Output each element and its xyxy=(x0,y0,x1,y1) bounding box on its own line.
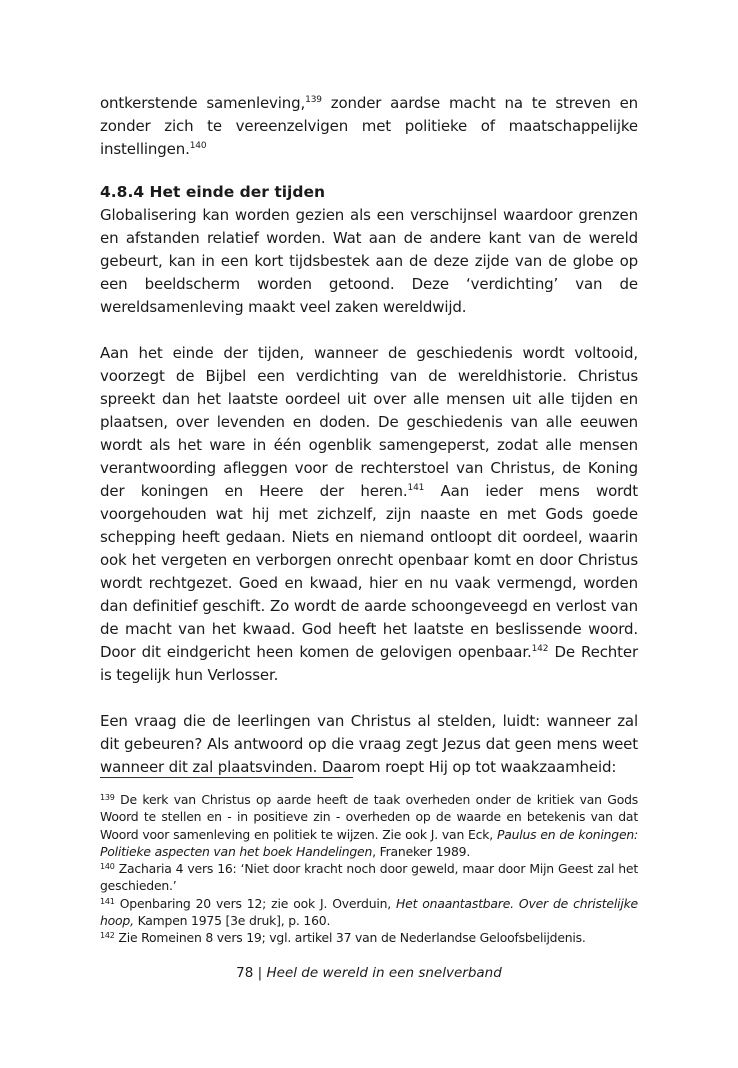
footnote-141 xyxy=(100,895,638,930)
footnote-number: 139 xyxy=(100,793,115,802)
intro-text-continued: zonder aardse macht na te streven en zonder zich te vereenzelvigen met politieke of maatschappelijke instellingen. xyxy=(100,94,638,158)
paragraph-text: De Rechter is tegelijk hun Verlosser. xyxy=(100,643,638,684)
footnote-ref-142[interactable]: 142 xyxy=(531,644,549,654)
page-number: 78 xyxy=(236,965,254,981)
footnote-number: 140 xyxy=(100,862,115,872)
footnote-ref-139[interactable]: 139 xyxy=(305,95,322,105)
footnote-text: Kampen 1975 [3e druk], p. 160. xyxy=(133,913,331,929)
page-footer xyxy=(0,965,738,981)
footnote-140 xyxy=(100,860,638,895)
intro-paragraph xyxy=(100,92,638,161)
footnote-text: Openbaring 20 vers 12; zie ook J. Overduin, xyxy=(114,895,397,911)
footnote-text: Zie Romeinen 8 vers 19; vgl. artikel 37 van de Nederlandse Geloofsbelijdenis. xyxy=(114,930,586,946)
footnote-text: De kerk van Christus op aarde heeft de taak overheden onder de kritiek van Gods Woord te stellen en - in positieve zin - overheden op de waarde en betekenis van dat Woord voor samenleving en politiek te wijzen. Zie ook J. van Eck, xyxy=(100,792,638,842)
paragraph-vraag: Een vraag die de leerlingen van Christus al stelden, luidt: wanneer zal dit gebeuren? Als antwoord op die vraag zegt Jezus dat geen mens weet wanneer dit zal plaatsvinden. Daarom roept Hij op tot waakzaamheid: xyxy=(100,712,638,776)
footnote-number: 142 xyxy=(100,931,115,941)
footnote-142 xyxy=(100,929,638,946)
intro-text: ontkerstende samenleving, xyxy=(100,94,306,112)
footnote-ref-141[interactable]: 141 xyxy=(407,483,425,493)
paragraph-text: Aan ieder mens wordt voorgehouden wat hij met zichzelf, zijn naaste en met Gods goede schepping heeft gedaan. Niets en niemand ontloopt dit oordeel, waarin ook het vergeten en verborgen onrecht openbaar komt en door Christus wordt rechtgezet. Goed en kwaad, hier en nu vaak vermengd, worden dan definitief geschift. Zo wordt de aarde schoongeveegd en verlost van de macht van het kwaad. God heeft het laatste en beslissende woord. Door dit eindgericht heen komen de gelovigen openbaar. xyxy=(100,482,638,661)
running-title: Heel de wereld in een snelverband xyxy=(266,965,502,981)
footnote-divider xyxy=(100,777,353,778)
paragraph-globalisering: Globalisering kan worden gezien als een verschijnsel waardoor grenzen en afstanden relatief worden. Wat aan de andere kant van de wereld gebeurt, kan in een kort tijdsbestek aan de deze zijde van de globe op een beeldscherm worden getoond. Deze ‘verdichting’ van de wereldsamenleving maakt veel zaken wereldwijd. xyxy=(100,206,638,316)
footnote-book-title: Het onaantastbare. Over de christelijke hoop, xyxy=(100,895,638,929)
footnote-book-title: Paulus en de koningen: Politieke aspecten van het boek Handelingen xyxy=(100,826,638,859)
footnotes xyxy=(100,791,638,947)
footnote-139 xyxy=(100,791,638,860)
footer-separator: | xyxy=(253,965,267,981)
section-heading: 4.8.4 Het einde der tijden xyxy=(100,183,326,201)
footnote-number: 141 xyxy=(100,896,115,906)
paragraph-text: Aan het einde der tijden, wanneer de geschiedenis wordt voltooid, voorzegt de Bijbel een verdichting van de wereldhistorie. Christus spreekt dan het laatste oordeel uit over alle mensen uit alle tijden en plaatsen, over levenden en doden. De geschiedenis van alle eeuwen wordt als het ware in één ogenblik samengeperst, zodat alle mensen verantwoording afleggen voor de rechterstoel van Christus, de Koning der koningen en Heere der heren. xyxy=(100,344,638,500)
footnote-text: Zacharia 4 vers 16: ‘Niet door kracht noch door geweld, maar door Mijn Geest zal het geschieden.’ xyxy=(100,861,638,894)
footnote-text: , Franeker 1989. xyxy=(372,843,471,859)
footnote-ref-140[interactable]: 140 xyxy=(189,141,207,151)
paragraph-einde-der-tijden xyxy=(100,342,638,687)
page-body xyxy=(100,92,638,779)
